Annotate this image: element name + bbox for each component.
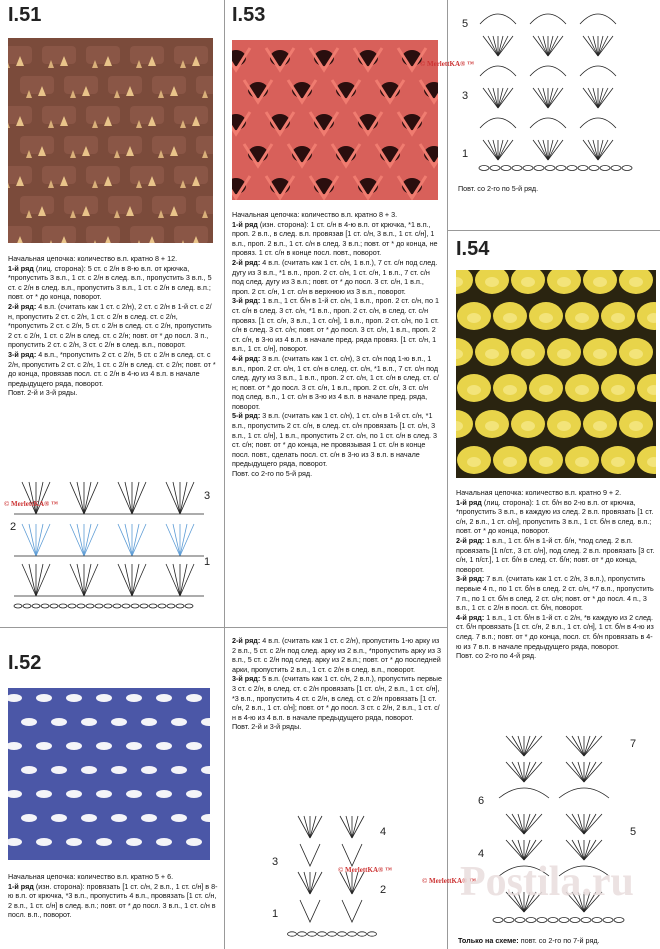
row-number: 4: [478, 848, 485, 860]
text-54-line: 4-й ряд: 1 в.п., 1 ст. б/н в 1-й ст. с 2/н, *в каждую из 2 след. ст. б/н провязать [1 ст. с/н, 2 в.п., 1 ст. с/н], 1 ст. б/н в 4-ю из след. 7 в.п.; повт. от * до конца, посл. ст. б/н провязать в 4-ю из 7 в.п. в начале предыдущего ряда, поворот.: [456, 612, 654, 651]
photo-54: [456, 270, 656, 478]
text-54-line: 1-й ряд (лиц. сторона): 1 ст. б/н во 2-ю в.п. от крючка, *пропустить 3 в.п., в каждую из след. 2 в.п. провязать [1 ст. с/н, 2 в.п., 1 ст. с/н], пропустить 3 в.п., 1 ст. б/н в след. в.п.; повт. от * до конца, поворот.: [456, 497, 654, 536]
text-52-continued: [232, 636, 442, 732]
section-title-52: I.52: [8, 652, 42, 674]
text-51-line: Повт. 2-й и 3-й ряды.: [8, 388, 78, 398]
row-number: 6: [478, 795, 485, 807]
row-number: 3: [462, 90, 469, 102]
text-52-line: 1-й ряд (изн. сторона): провязать [1 ст. с/н, 2 в.п., 1 ст. с/н] в 8-ю в.п. от крючка, *3 в.п., пропустить 4 в.п., провязать [1 ст. с/н, 2 в.п., 1 ст. с/н] в след. в.п.; повт. от * до посл. 3 в.п., 1 ст. с/н в посл. в.п., поворот.: [8, 881, 218, 920]
text-51: [8, 254, 216, 398]
section-title-53: I.53: [232, 4, 266, 26]
photo-51: [8, 38, 213, 243]
photo-52: [8, 688, 210, 860]
postila-logo: Postila.ru: [460, 859, 634, 905]
text-52-line: 3-й ряд: 5 в.п. (считать как 1 ст. с/н, 2 в.п.), пропустить первые 3 ст. с 2/н, в след. ст. с 2/н провязать [1 ст. с/н, 2 в.п., 1 ст. с/н], *3 в.п., пропустить 4 ст. с 2/н, в след. ст. с 2/н провязать [1 ст. с/н, 2 в.п., 1 ст. с/н]; повт. от * до посл. 3 ст. с 2/н, 2 в.п., 1 ст. с/н в 4-ю из 4 в.п. в начале предыдущего ряда, поворот.: [232, 674, 442, 722]
watermark-52b: © MerlettKA® ™: [422, 877, 476, 885]
row-number: 4: [380, 826, 387, 838]
text-51-line: 2-й ряд: 4 в.п. (считать как 1 ст. с 2/н), 2 ст. с 2/н в 1-й ст. с 2/н, пропустить 2 ст. с 2/н, 1 ст. с 2/н в след. ст. с 2/н, *пропустить 2 ст. с 2/н, 5 ст. с 2/н в след. ст. с 2/н, пропустить 2 ст. с 2/н, 1 ст. с 2/н в след. ст. с 2/н; повт. от * до посл. 3 п., пропустить 2 ст. с 2/н, 3 ст. с 2/н в след. в.п., поворот.: [8, 301, 212, 350]
diagram-53: [468, 0, 648, 175]
row-number: 7: [630, 738, 637, 750]
text-52-line: Повт. 2-й и 3-й ряды.: [232, 722, 302, 732]
row-number: 1: [462, 148, 469, 160]
text-53-line: 1-й ряд (изн. сторона): 1 ст. с/н в 4-ю в.п. от крючка, *1 в.п., проп. 2 в.п., в след. в.п. провязав [1 ст. с/н, 3 в.п., 1 ст. с/н], 1 в.п., проп. 2 в.п., 1 ст. с/н в след. 3 в.п.; повт. от * до конца, не провяз. 1 ст. с/н в конце посл. повт., поворот.: [232, 219, 438, 258]
text-54-line: Начальная цепочка: количество в.п. кратно 9 + 2.: [456, 488, 622, 497]
text-53-line: Начальная цепочка: количество в.п. кратно 8 + 3.: [232, 210, 398, 219]
text-53-line: 2-й ряд: 4 в.п. (считать как 1 ст. с/н, 1 в.п.), 7 ст. с/н под след. дугу из 3 в.п., *1 в.п., проп. 2 ст. с/н, 1 ст. с/н, 1 в.п., 7 ст. с/н под след. дугу из 3 в.п.; повт. от * до посл. 3 ст. с/н, 1 в.п., проп. 2 ст. с/н, 1 ст. с/н в верхнюю из 3 в.п., поворот.: [232, 257, 438, 296]
watermark-52a: © MerlettKA® ™: [338, 866, 392, 874]
text-52: [8, 872, 220, 920]
text-51-line: 3-й ряд: 4 в.п., *пропустить 2 ст. с 2/н, 5 ст. с 2/н в след. ст. с 2/н, пропустить 2 ст. с 2/н, 1 ст. с 2/н в след. ст. с 2/н; повт. от * до конца, провязав посл. ст. с 2/н в 4-ю из 4 в.п. в начале предыдущего ряда, поворот.: [8, 349, 216, 388]
diagram-53-caption: Повт. со 2-го по 5-й ряд.: [458, 184, 539, 193]
text-53-line: Повт. со 2-го по 5-й ряд.: [232, 469, 313, 479]
text-54-line: Повт. со 2-го по 4-й ряд.: [456, 651, 537, 661]
row-number: 5: [630, 826, 637, 838]
diagram-54-note: Только на схеме: повт. со 2-го по 7-й ряд.: [458, 936, 600, 945]
text-53: [232, 210, 442, 479]
row-number: 3: [272, 856, 279, 868]
diagram-51: [8, 472, 211, 612]
row-number: 1: [204, 556, 211, 568]
row-number: 2: [380, 884, 387, 896]
row-number: 3: [204, 490, 211, 502]
text-53-line: 4-й ряд: 3 в.п. (считать как 1 ст. с/н), 3 ст. с/н под 1-ю в.п., 1 в.п., проп. 2 ст. с/н, 1 ст. с/н в след. ст. с/н, *1 в.п., 7 ст. с/н под след. дугу из 3 в.п., 1 в.п., проп. 2 ст. с/н, 1 ст. с/н в след. ст. с/н; повт. от * до посл. 3 ст. с/н, 1 в.п., проп. 2 ст. с/н, 3 ст. с/н под след. в.п., 1 ст. с/н в 3-ю из 4 в.п. в начале пред. ряда, поворот.: [232, 353, 439, 411]
row-number: 2: [10, 521, 17, 533]
text-54: [456, 488, 658, 661]
text-51-line: 1-й ряд (лиц. сторона): 5 ст. с 2/н в 8-ю в.п. от крючка, *пропустить 3 в.п., 1 ст. с 2/н в след. в.п., пропустить 3 в.п., 5 ст. с 2/н в след. в.п., пропустить 3 в.п., 1 ст. с 2/н в след. в.п.; повт. от * до конца, поворот.: [8, 263, 212, 302]
section-title-51: I.51: [8, 4, 42, 26]
diagram-52: [282, 810, 382, 940]
text-52-line: 2-й ряд: 4 в.п. (считать как 1 ст. с 2/н), пропустить 1-ю арку из 2 в.п., 5 ст. с 2/н под след. арку из 2 в.п., *пропустить арку из 3 в.п., 5 ст. с 2/н под след. арку из 2 в.п.; повт. от * до последней арки, пропустить 2 в.п., 1 ст. с 2/н в след. в.п., поворот.: [232, 636, 442, 674]
row-number: 5: [462, 18, 469, 30]
text-54-line: 3-й ряд: 7 в.п. (считать как 1 ст. с 2/н, 3 в.п.), пропустить первые 4 п., по 1 ст. б/н в след. 2 ст. с/н, *7 в.п., пропустить 7 п., по 1 ст. б/н в след. 2 ст. с/н; повт. от * до посл. 4 п., 3 в.п., 1 ст. с 2/н в посл. ст. б/н, поворот.: [456, 574, 654, 613]
section-title-54: I.54: [456, 238, 490, 260]
text-53-line: 5-й ряд: 3 в.п. (считать как 1 ст. с/н), 1 ст. с/н в 1-й ст. с/н, *1 в.п., пропустить 2 ст. с/н, в след. ст. с/н провязать [1 ст. с/н, 3 в.п., 1 ст. с/н], 1 в.п., пропустить 2 ст. с/н, по 1 ст. с/н в след. 3 ст. с/н; повт. от * до конца, не провязывая 1 ст. с/н в конце посл. повт., сделать посл. ст. с/н в 3-ю из 3 в.п. в начале предыдущего ряда, поворот.: [232, 411, 438, 469]
text-52-line: Начальная цепочка: количество в.п. кратно 5 + 6.: [8, 872, 174, 881]
watermark-53: © MerlettKA® ™: [420, 60, 474, 68]
photo-53: [232, 40, 438, 200]
text-54-line: 2-й ряд: 1 в.п., 1 ст. б/н в 1-й ст. б/н, *под след. 2 в.п. провязать [1 п/ст., 3 ст. с/н], под след. 2 в.п. провязать [3 ст. с/н, 1 п/ст.], 1 ст. б/н в след. ст. б/н; повт. от * до конца, поворот.: [456, 535, 655, 574]
row-number: 1: [272, 908, 279, 920]
text-53-line: 3-й ряд: 1 в.п., 1 ст. б/н в 1-й ст. с/н, 1 в.п., проп. 2 ст. с/н, по 1 ст. с/н в след. 3 ст. с/н, *1 в.п., проп. 2 ст. с/н, в след. ст. с/н провяз. [1 ст. с/н, 3 в.п., 1 ст. с/н], 1 в.п., проп. 2 ст. с/н, по 1 ст. с/н в след. 3 ст. с/н; повт. от * до посл. 3 ст. с/н, 1 в.п., проп. 2 ст. с/н, в 3-ю из 4 в.п. в начале пред. ряда провяз. [1 ст. с/н, 1 в.п., 1 ст. с/н], поворот.: [232, 296, 439, 354]
watermark-51: © MerlettKA® ™: [4, 500, 58, 508]
text-51-line: Начальная цепочка: количество в.п. кратно 8 + 12.: [8, 254, 178, 263]
